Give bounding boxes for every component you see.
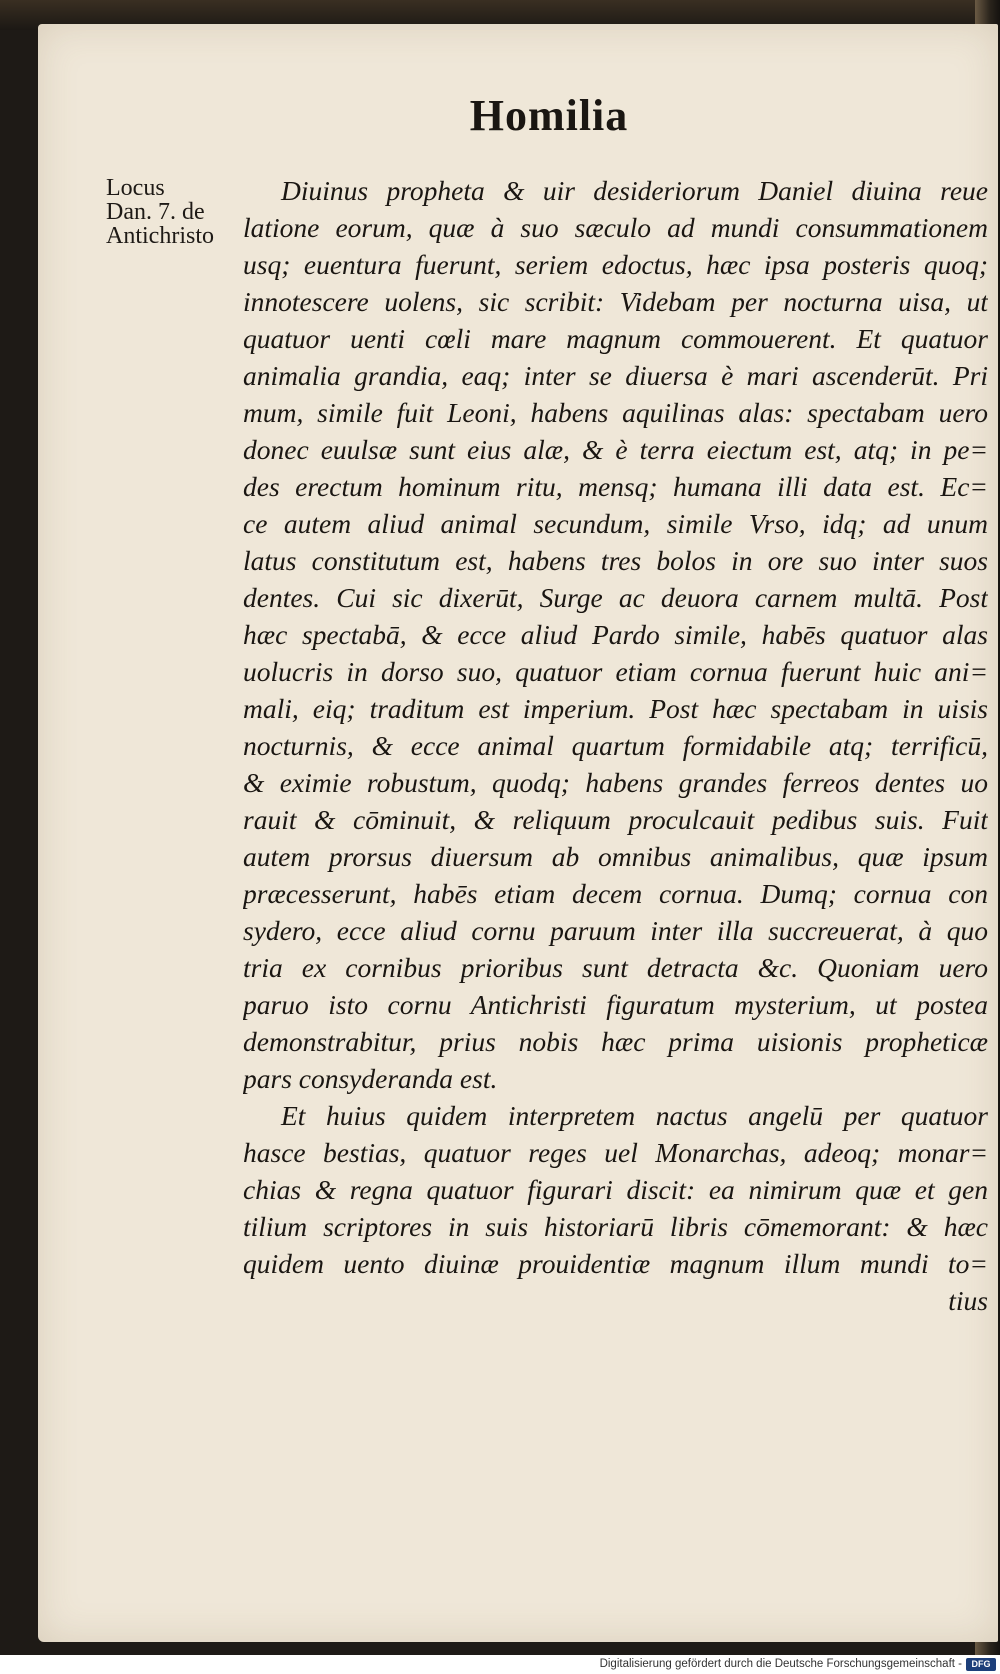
book-page	[38, 24, 998, 1642]
text-line: animalia grandia, eaq; inter se diuersa è mari ascenderūt. Pri	[243, 360, 988, 391]
text-line: mum, simile fuit Leoni, habens aquilinas alas: spectabam uero	[243, 397, 988, 428]
running-head: Homilia	[469, 91, 629, 140]
text-line: latus constitutum est, habens tres bolos in ore suo inter suos	[243, 545, 988, 576]
dfg-logo: DFG	[966, 1658, 996, 1671]
text-line: rauit & cōminuit, & reliquum proculcauit pedibus suis. Fuit	[243, 804, 988, 835]
text-line: quatuor uenti cœli mare magnum commouerent. Et quatuor	[243, 323, 988, 354]
text-line: chias & regna quatuor figurari discit: ea nimirum quæ et gen	[243, 1174, 988, 1205]
text-line: dentes. Cui sic dixerūt, Surge ac deuora carnem multā. Post	[243, 582, 988, 613]
marginal-note	[106, 176, 246, 248]
funding-credit: Digitalisierung gefördert durch die Deutsche Forschungsgemeinschaft -	[599, 1658, 962, 1670]
text-line: autem prorsus diuersum ab omnibus animalibus, quæ ipsum	[243, 841, 988, 872]
text-line: ce autem aliud animal secundum, simile Vrso, idq; ad unum	[243, 508, 988, 539]
text-line: uolucris in dorso suo, quatuor etiam cornua fuerunt huic ani=	[243, 656, 988, 687]
text-line: latione eorum, quæ à suo sæculo ad mundi consummationem	[243, 212, 988, 243]
text-line: innotescere uolens, sic scribit: Videbam per nocturna uisa, ut	[243, 286, 988, 317]
text-line: usq; euentura fuerunt, seriem edoctus, hæc ipsa posteris quoq;	[243, 249, 988, 280]
text-line: nocturnis, & ecce animal quartum formidabile atq; terrificū,	[243, 730, 988, 761]
text-line: Et huius quidem interpretem nactus angelū per quatuor	[281, 1100, 988, 1131]
marginal-note-line: Locus	[106, 175, 165, 201]
text-line: quidem uento diuinæ prouidentiæ magnum illum mundi to=	[243, 1248, 988, 1279]
text-line: des erectum hominum ritu, mensq; humana illi data est. Ec=	[243, 471, 988, 502]
digitization-footer	[0, 1655, 1000, 1674]
text-line: Diuinus propheta & uir desideriorum Daniel diuina reue	[281, 175, 988, 206]
marginal-note-line: Dan. 7. de	[106, 199, 205, 225]
catchword: tius	[948, 1285, 988, 1316]
text-line: tria ex cornibus prioribus sunt detracta &c. Quoniam uero	[243, 952, 988, 983]
text-line: hasce bestias, quatuor reges uel Monarchas, adeoq; monar=	[243, 1137, 988, 1168]
text-line: pars consyderanda est.	[243, 1063, 498, 1094]
text-line: demonstrabitur, prius nobis hæc prima uisionis propheticæ	[243, 1026, 988, 1057]
text-line: mali, eiq; traditum est imperium. Post hæc spectabam in uisis	[243, 693, 988, 724]
text-line: præcesserunt, habēs etiam decem cornua. Dumq; cornua con	[243, 878, 988, 909]
text-line: hæc spectabā, & ecce aliud Pardo simile, habēs quatuor alas	[243, 619, 988, 650]
text-line: sydero, ecce aliud cornu paruum inter illa succreuerat, à quo	[243, 915, 988, 946]
text-line: tilium scriptores in suis historiarū libris cōmemorant: & hæc	[243, 1211, 988, 1242]
text-line: paruo isto cornu Antichristi figuratum mysterium, ut postea	[243, 989, 988, 1020]
text-line: donec euulsæ sunt eius alæ, & è terra eiectum est, atq; in pe=	[243, 434, 988, 465]
body-text	[243, 172, 988, 1319]
text-line: & eximie robustum, quodq; habens grandes ferreos dentes uo	[243, 767, 988, 798]
marginal-note-line: Antichristo	[106, 223, 214, 249]
